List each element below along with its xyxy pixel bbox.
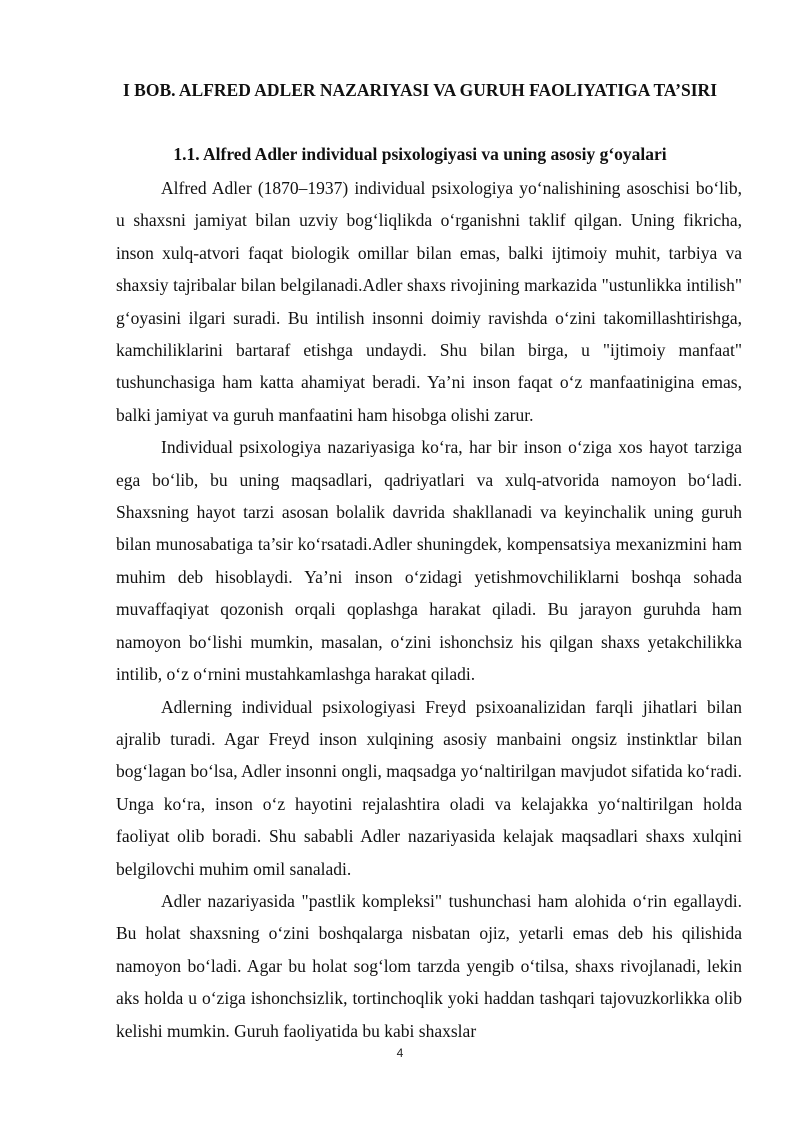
section-title: 1.1. Alfred Adler individual psixologiyasi va uning asosiy g‘oyalari <box>173 144 667 164</box>
page-number: 4 <box>396 1046 404 1060</box>
chapter-title: I BOB. ALFRED ADLER NAZARIYASI VA GURUH FAOLIYATIGA TA’SIRI <box>122 80 718 100</box>
paragraph-2: Individual psixologiya nazariyasiga ko‘ra, har bir inson o‘ziga xos hayot tarziga ega bo‘lib, bu uning maqsadlari, qadriyatlari va xulq-atvorida namoyon bo‘ladi. Shaxsning hayot tarzi asosan bolalik davrida shakllanadi va keyinchalik uning guruh bilan munosabatiga ta’sir ko‘rsatadi.Adler shuningdek, kompensatsiya mexanizmini ham muhim deb hisoblaydi. Ya’ni inson o‘zidagi yetishmovchiliklarni boshqa sohada muvaffaqiyat qozonish orqali qoplashga harakat qiladi. Bu jarayon guruhda ham namoyon bo‘lishi mumkin, masalan, o‘zini ishonchsiz his qilgan shaxs yetakchilikka intilib, o‘z o‘rnini mustahkamlashga harakat qiladi. <box>116 437 742 685</box>
body-text <box>116 172 742 1047</box>
paragraph-4: Adler nazariyasida "pastlik kompleksi" tushunchasi ham alohida o‘rin egallaydi. Bu holat shaxsning o‘zini boshqalarga nisbatan ojiz, yetarli emas deb his qilishida namoyon bo‘ladi. Agar bu holat sog‘lom tarzda yengib o‘tilsa, shaxs rivojlanadi, lekin aks holda u o‘ziga ishonchsizlik, tortinchoqlik yoki haddan tashqari tajovuzkorlikka olib kelishi mumkin. Guruh faoliyatida bu kabi shaxslar <box>116 890 742 1041</box>
paragraph-1: Alfred Adler (1870–1937) individual psixologiya yo‘nalishining asoschisi bo‘lib, u shaxsni jamiyat bilan uzviy bog‘liqlikda o‘rganishni taklif qilgan. Uning fikricha, inson xulq-atvori faqat biologik omillar bilan emas, balki ijtimoiy muhit, tarbiya va shaxsiy tajribalar bilan belgilanadi.Adler shaxs rivojining markazida "ustunlikka intilish" g‘oyasini ilgari suradi. Bu intilish insonni doimiy ravishda o‘zini takomillashtirishga, kamchiliklarini bartaraf etishga undaydi. Shu bilan birga, u "ijtimoiy manfaat" tushunchasiga ham katta ahamiyat beradi. Ya’ni inson faqat o‘z manfaatinigina emas, balki jamiyat va guruh manfaatini ham hisobga olishi zarur. <box>116 178 742 425</box>
paragraph-3: Adlerning individual psixologiyasi Freyd psixoanalizidan farqli jihatlari bilan ajralib turadi. Agar Freyd inson xulqining asosiy manbaini ongsiz instinktlar bilan bog‘lagan bo‘lsa, Adler insonni ongli, maqsadga yo‘naltirilgan mavjudot sifatida ko‘radi. Unga ko‘ra, inson o‘z hayotini rejalashtira oladi va kelajakka yo‘naltirilgan holda faoliyat olib boradi. Shu sababli Adler nazariyasida kelajak maqsadlari shaxs xulqini belgilovchi muhim omil sanaladi. <box>116 696 742 879</box>
